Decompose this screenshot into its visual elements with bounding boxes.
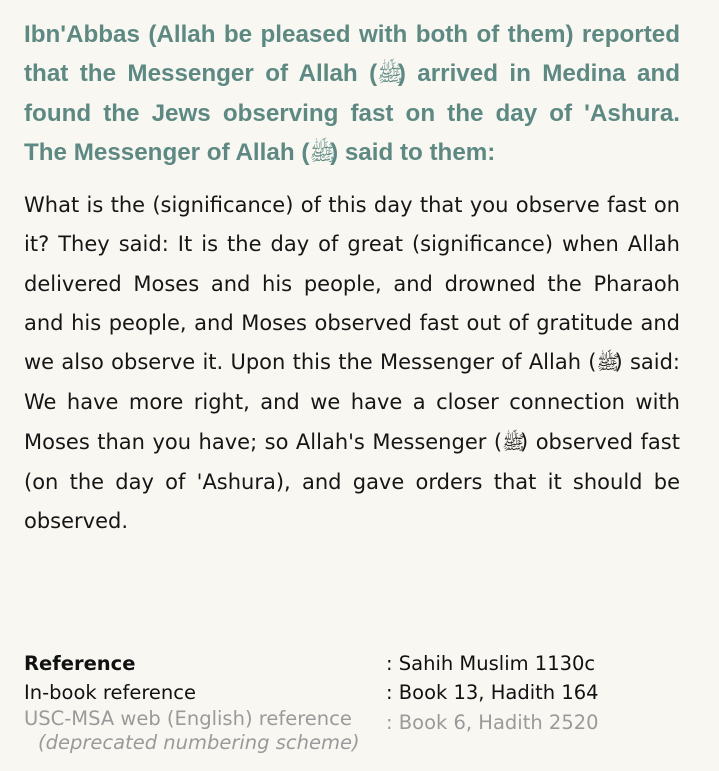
reference-label: Reference bbox=[24, 652, 136, 675]
narrator-part: ) arrived in Medina and found the Jews observing fast on the day of 'Ashura. The Messenger of Allah ( bbox=[24, 60, 680, 166]
usc-msa-reference-label bbox=[24, 707, 386, 754]
deprecated-numbering-note: (deprecated numbering scheme) bbox=[38, 731, 360, 754]
usc-msa-label-text: USC-MSA web (English) reference bbox=[24, 707, 352, 730]
usc-msa-reference-row bbox=[24, 707, 599, 754]
narrator-part: ) said to them: bbox=[330, 138, 496, 166]
hadith-text-part: What is the (significance) of this day that you observe fast on it? They said: It is the day of great (significance) when Allah delivered Moses and his people, and drowned the Pharaoh and his people, and Moses observed fast out of gratitude and we also observe it. Upon this the Messenger of Allah ( bbox=[24, 193, 680, 375]
sallallahu-icon: ﷺ bbox=[596, 352, 620, 375]
hadith-text-part: ) said: We have more right, and we have a closer connection with Moses than you have; so Allah's Messenger ( bbox=[24, 350, 680, 454]
hadith-text-part: ) observed fast (on the day of 'Ashura), and gave orders that it should be observed. bbox=[24, 429, 680, 534]
in-book-reference-label: In-book reference bbox=[24, 681, 196, 704]
sallallahu-icon: ﷺ bbox=[309, 139, 336, 165]
usc-msa-reference-value: : Book 6, Hadith 2520 bbox=[386, 711, 599, 734]
in-book-reference-value: : Book 13, Hadith 164 bbox=[386, 681, 599, 704]
hadith-narrator bbox=[24, 15, 680, 172]
narrator-part: Ibn'Abbas (Allah be pleased with both of them) reported that the Messenger of Allah ( bbox=[24, 21, 680, 88]
hadith-text bbox=[24, 186, 680, 542]
in-book-reference-row bbox=[24, 678, 599, 707]
reference-row bbox=[24, 649, 599, 678]
reference-table bbox=[24, 649, 599, 754]
sallallahu-icon: ﷺ bbox=[502, 431, 525, 454]
sallallahu-icon: ﷺ bbox=[377, 61, 404, 87]
reference-value: : Sahih Muslim 1130c bbox=[386, 652, 596, 675]
